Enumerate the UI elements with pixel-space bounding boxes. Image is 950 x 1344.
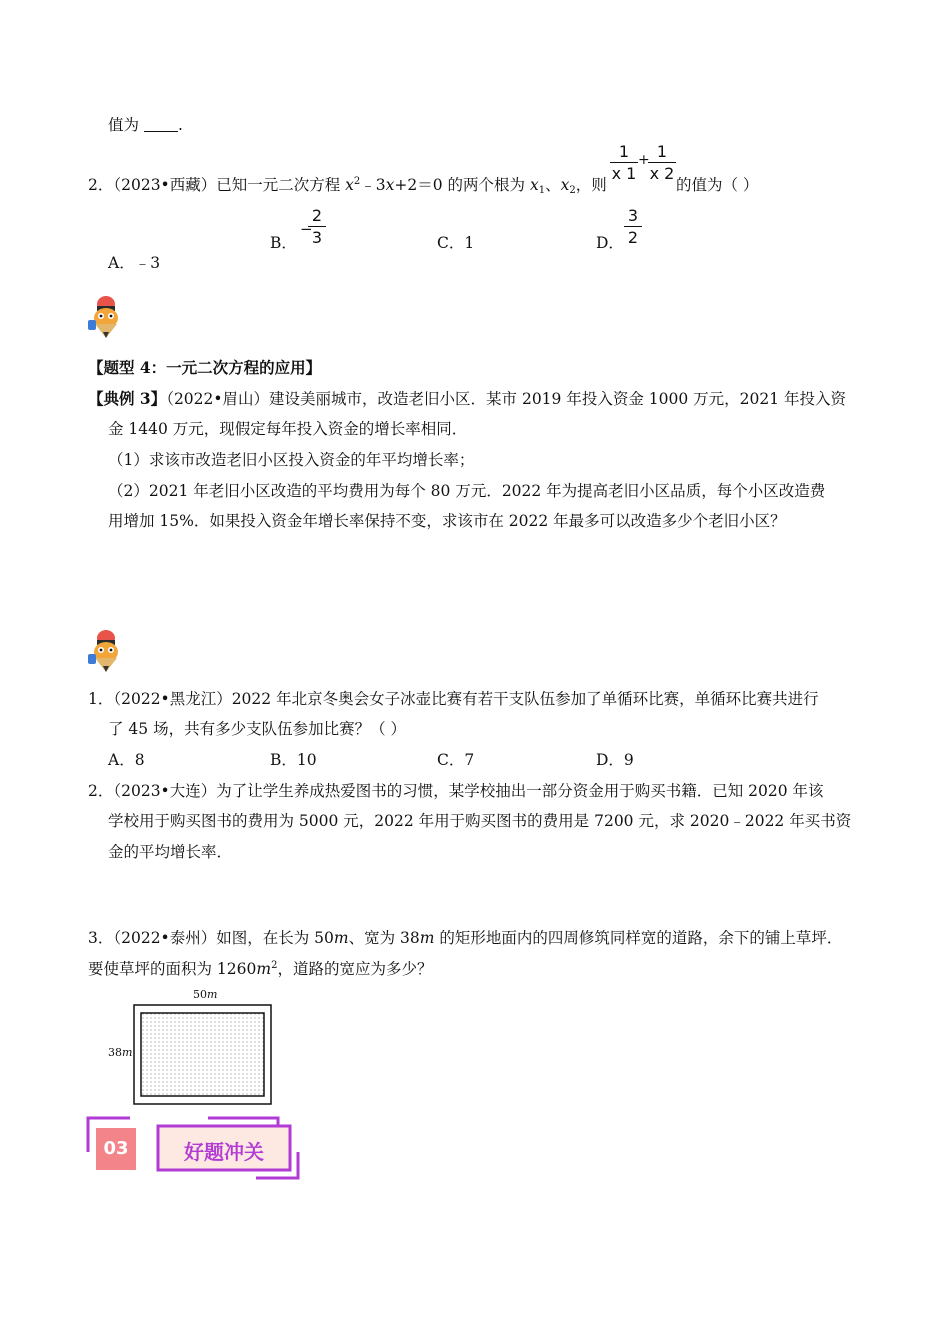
pencil-mascot-icon	[86, 294, 126, 340]
practice-q2-line-3: 金的平均增长率．	[108, 843, 233, 861]
fraction-1-over-x1: 1 x 1	[611, 142, 637, 183]
banner-title: 好题冲关	[184, 1140, 264, 1164]
fraction-1-over-x2: 1 x 2	[649, 142, 675, 183]
practice-q1-option-a[interactable]: A．8	[108, 751, 145, 769]
option-b-minus: −	[300, 220, 313, 238]
practice-q1-option-b[interactable]: B．10	[270, 751, 317, 769]
option-c[interactable]: C．1	[437, 234, 475, 252]
option-b-label[interactable]: B．	[270, 234, 297, 252]
example-line-1: 【典例 3】（2022•眉山）建设美丽城市，改造老旧小区．某市 2019 年投入资金 1000 万元，2021 年投入资	[88, 389, 847, 408]
lawn-area	[141, 1013, 264, 1096]
option-b-fraction: 2 3	[308, 207, 326, 247]
practice-q1-line-1: 1．（2022•黑龙江）2022 年北京冬奥会女子冰壶比赛有若干支队伍参加了单循环比赛，单循环比赛共进行	[88, 690, 819, 708]
option-d-fraction: 3 2	[624, 207, 642, 247]
section-heading: 【题型 4：一元二次方程的应用】	[88, 358, 322, 377]
answer-blank[interactable]	[144, 117, 178, 132]
figure-width-label: 50m	[193, 988, 218, 1001]
practice-q1-option-c[interactable]: C．7	[437, 751, 475, 769]
option-d-label[interactable]: D．	[596, 234, 624, 252]
prev-answer-line: 值为 .	[108, 116, 183, 134]
question-2-suffix: 的值为（ ）	[676, 176, 759, 194]
example-line-2: 金 1440 万元，现假定每年投入资金的增长率相同．	[108, 420, 468, 438]
practice-q3-line-2: 要使草坪的面积为 $1260m^2$，道路的宽应为多少？	[88, 960, 433, 978]
plus-sign: +	[638, 152, 650, 168]
example-part-2-line-2: 用增加 15%．如果投入资金年增长率保持不变，求该市在 2022 年最多可以改造多少个老旧小区？	[108, 512, 786, 530]
banner-number: 03	[103, 1138, 129, 1159]
example-part-1: （1）求该市改造老旧小区投入资金的年平均增长率；	[108, 451, 475, 469]
practice-q2-line-1: 2．（2023•大连）为了让学生养成热爱图书的习惯，某学校抽出一部分资金用于购买书籍．已知 2020 年该	[88, 782, 824, 800]
figure-height-label: 38m	[108, 1046, 133, 1059]
practice-q1-line-2: 了 45 场，共有多少支队伍参加比赛？（ ）	[108, 720, 407, 738]
option-a[interactable]: A．﹣3	[108, 254, 161, 272]
example-part-2-line-1: （2）2021 年老旧小区改造的平均费用为每个 80 万元．2022 年为提高老旧小区品质，每个小区改造费	[108, 482, 826, 500]
question-2-stem: 2．（2023•西藏）已知一元二次方程 $x^2﹣3x+2=0$ 的两个根为 $x_1$、$x_2$，则	[88, 176, 607, 196]
rectangle-figure	[133, 1004, 273, 1106]
practice-q1-option-d[interactable]: D．9	[596, 751, 634, 769]
pencil-mascot-icon	[86, 628, 126, 674]
practice-q2-line-2: 学校用于购买图书的费用为 5000 元，2022 年用于购买图书的费用是 7200 元，求 2020﹣2022 年买书资	[108, 812, 852, 830]
practice-q3-line-1: 3．（2022•泰州）如图，在长为 50m、宽为 38m 的矩形地面内的四周修筑同样宽的道路，余下的铺上草坪．	[88, 929, 843, 947]
